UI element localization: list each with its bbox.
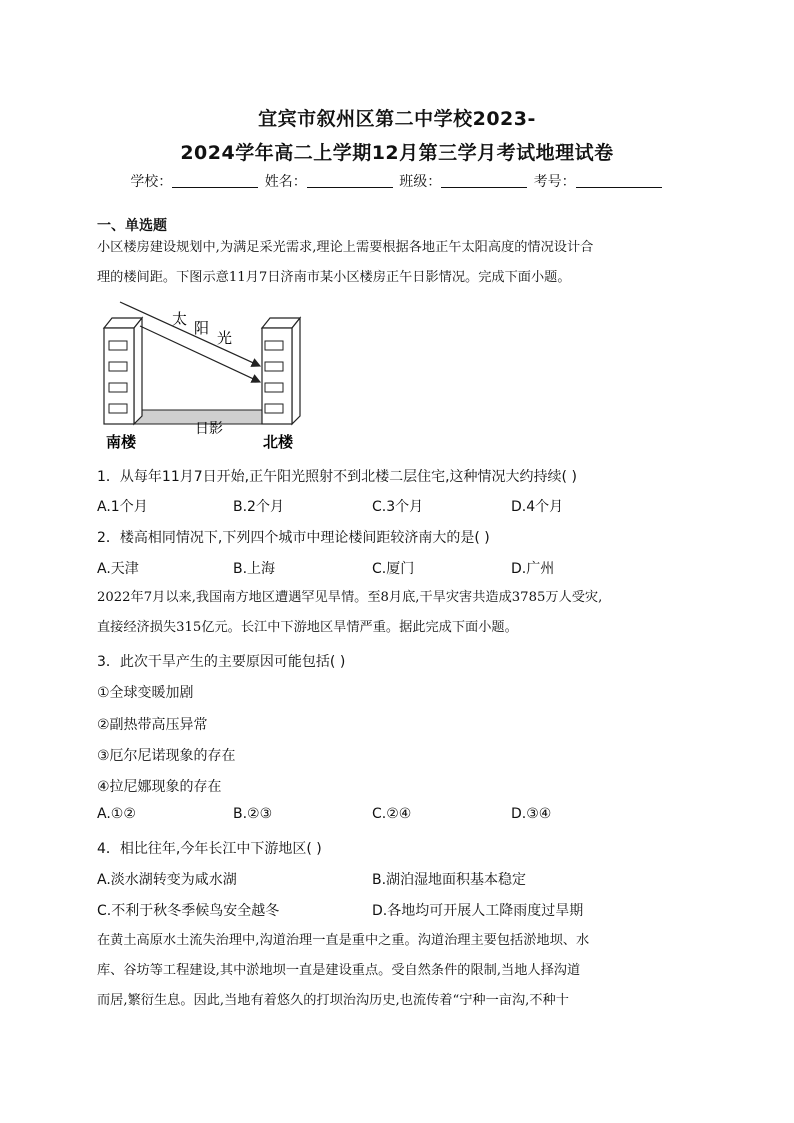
passage-1-line-1: 小区楼房建设规划中,为满足采光需求,理论上需要根据各地正午太阳高度的情况设计合 xyxy=(97,240,594,255)
passage-2-line-1: 2022年7月以来,我国南方地区遭遇罕见旱情。至8月底,干旱灾害共造成3785万人受灾, xyxy=(97,590,603,605)
question-3-item-1: ①全球变暖加剧 xyxy=(97,685,194,701)
sun-label-1: 太 xyxy=(172,310,188,328)
north-building-label: 北楼 xyxy=(263,433,294,451)
question-3-option-c[interactable]: C.②④ xyxy=(372,806,412,822)
class-blank[interactable] xyxy=(441,173,527,188)
sun-label-2: 阳 xyxy=(194,319,210,337)
student-info-line xyxy=(0,171,794,191)
school-label: 学校： xyxy=(130,174,173,190)
south-building xyxy=(104,318,142,424)
question-3-option-d[interactable]: D.③④ xyxy=(511,806,552,822)
exam-number-blank[interactable] xyxy=(576,173,662,188)
question-4-option-a[interactable]: A.淡水湖转变为咸水湖 xyxy=(97,872,237,888)
shadow-label: 日影 xyxy=(195,421,223,437)
passage-2-line-2: 直接经济损失315亿元。长江中下游地区旱情严重。据此完成下面小题。 xyxy=(97,620,518,635)
name-label: 姓名： xyxy=(264,174,307,190)
north-building xyxy=(262,318,300,424)
passage-3-line-1: 在黄土高原水土流失治理中,沟道治理一直是重中之重。沟道治理主要包括淤地坝、水 xyxy=(97,933,590,948)
school-blank[interactable] xyxy=(172,173,258,188)
question-4-option-b[interactable]: B.湖泊湿地面积基本稳定 xyxy=(372,872,527,888)
sun-label-3: 光 xyxy=(217,329,233,347)
class-label: 班级： xyxy=(399,174,442,190)
question-2-option-c[interactable]: C.厦门 xyxy=(372,561,415,577)
passage-3-line-2: 库、谷坊等工程建设,其中淤地坝一直是建设重点。受自然条件的限制,当地人择沟道 xyxy=(97,963,581,978)
question-3-item-3: ③厄尔尼诺现象的存在 xyxy=(97,748,236,764)
question-2-stem: 2．楼高相同情况下,下列四个城市中理论楼间距较济南大的是( ) xyxy=(97,530,490,546)
question-3-stem: 3．此次干旱产生的主要原因可能包括( ) xyxy=(97,654,346,670)
question-4-option-d[interactable]: D.各地均可开展人工降雨度过旱期 xyxy=(372,903,584,919)
passage-1 xyxy=(97,233,697,293)
question-4-option-c[interactable]: C.不利于秋冬季候鸟安全越冬 xyxy=(97,903,280,919)
question-2-option-a[interactable]: A.天津 xyxy=(97,561,139,577)
question-3-option-a[interactable]: A.①② xyxy=(97,806,136,822)
question-3-item-2: ②副热带高压异常 xyxy=(97,717,208,733)
question-1-option-a[interactable]: A.1个月 xyxy=(97,499,148,515)
passage-2 xyxy=(97,583,697,643)
exam-number-label: 考号： xyxy=(533,174,576,190)
question-1-option-d[interactable]: D.4个月 xyxy=(511,499,564,515)
south-building-label: 南楼 xyxy=(106,433,137,451)
question-3-item-4: ④拉尼娜现象的存在 xyxy=(97,779,222,795)
section-title: 一、单选题 xyxy=(97,218,167,234)
question-2-option-b[interactable]: B.上海 xyxy=(233,561,276,577)
question-1-stem: 1．从每年11月7日开始,正午阳光照射不到北楼二层住宅,这种情况大约持续( ) xyxy=(97,469,577,485)
building-shadow-figure xyxy=(100,300,310,455)
question-2-option-d[interactable]: D.广州 xyxy=(511,561,555,577)
question-4-stem: 4．相比往年,今年长江中下游地区( ) xyxy=(97,841,322,857)
passage-1-line-2: 理的楼间距。下图示意11月7日济南市某小区楼房正午日影情况。完成下面小题。 xyxy=(97,270,571,285)
page-title-line2: 2024学年高二上学期12月第三学月考试地理试卷 xyxy=(180,142,614,164)
question-3-option-b[interactable]: B.②③ xyxy=(233,806,273,822)
question-1-option-b[interactable]: B.2个月 xyxy=(233,499,284,515)
question-1-option-c[interactable]: C.3个月 xyxy=(372,499,424,515)
page-title-line1: 宜宾市叙州区第二中学校2023- xyxy=(258,108,536,130)
passage-3-line-3: 而居,繁衍生息。因此,当地有着悠久的打坝治沟历史,也流传着“宁种一亩沟,不种十 xyxy=(97,993,569,1008)
name-blank[interactable] xyxy=(307,173,393,188)
passage-3 xyxy=(97,926,697,1016)
